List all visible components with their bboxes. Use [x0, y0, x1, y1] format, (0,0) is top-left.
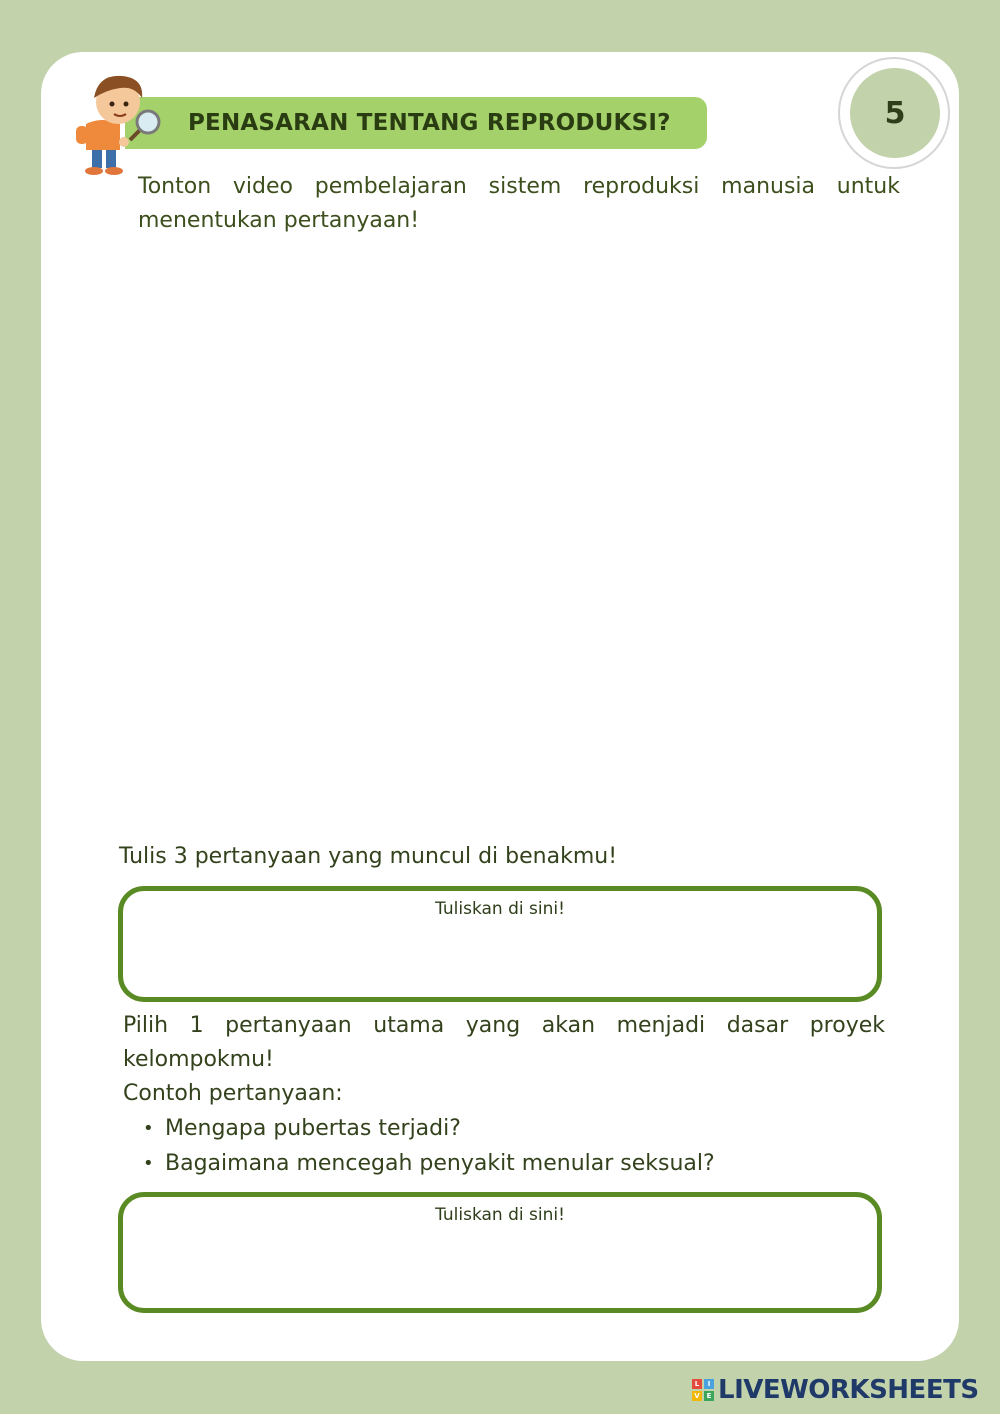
logo-mark-icon: L I V E: [692, 1379, 714, 1401]
main-question-prompt: Pilih 1 pertanyaan utama yang akan menjadi dasar proyek kelompokmu!: [123, 1013, 885, 1072]
list-item: • Mengapa pubertas terjadi?: [165, 1111, 885, 1146]
main-question-section: [123, 1009, 885, 1181]
boy-with-magnifier-icon: [72, 68, 168, 178]
logo-text: LIVEWORKSHEETS: [718, 1375, 979, 1405]
list-item: • Bagaimana mencegah penyakit menular seksual?: [165, 1146, 885, 1181]
liveworksheets-logo: [692, 1374, 979, 1406]
section-title: PENASARAN TENTANG REPRODUKSI?: [125, 97, 707, 149]
page-number: 5: [850, 68, 940, 158]
questions-answer-box[interactable]: [118, 886, 882, 1002]
answer-placeholder: Tuliskan di sini!: [435, 899, 565, 919]
intro-instruction: Tonton video pembelajaran sistem reproduksi manusia untuk menentukan pertanyaan!: [138, 174, 900, 233]
main-question-answer-box[interactable]: [118, 1192, 882, 1313]
example-list: [123, 1111, 885, 1181]
question-prompt: Tulis 3 pertanyaan yang muncul di benakmu!: [119, 844, 618, 869]
answer-placeholder: Tuliskan di sini!: [435, 1205, 565, 1225]
example-label: Contoh pertanyaan:: [123, 1081, 343, 1106]
